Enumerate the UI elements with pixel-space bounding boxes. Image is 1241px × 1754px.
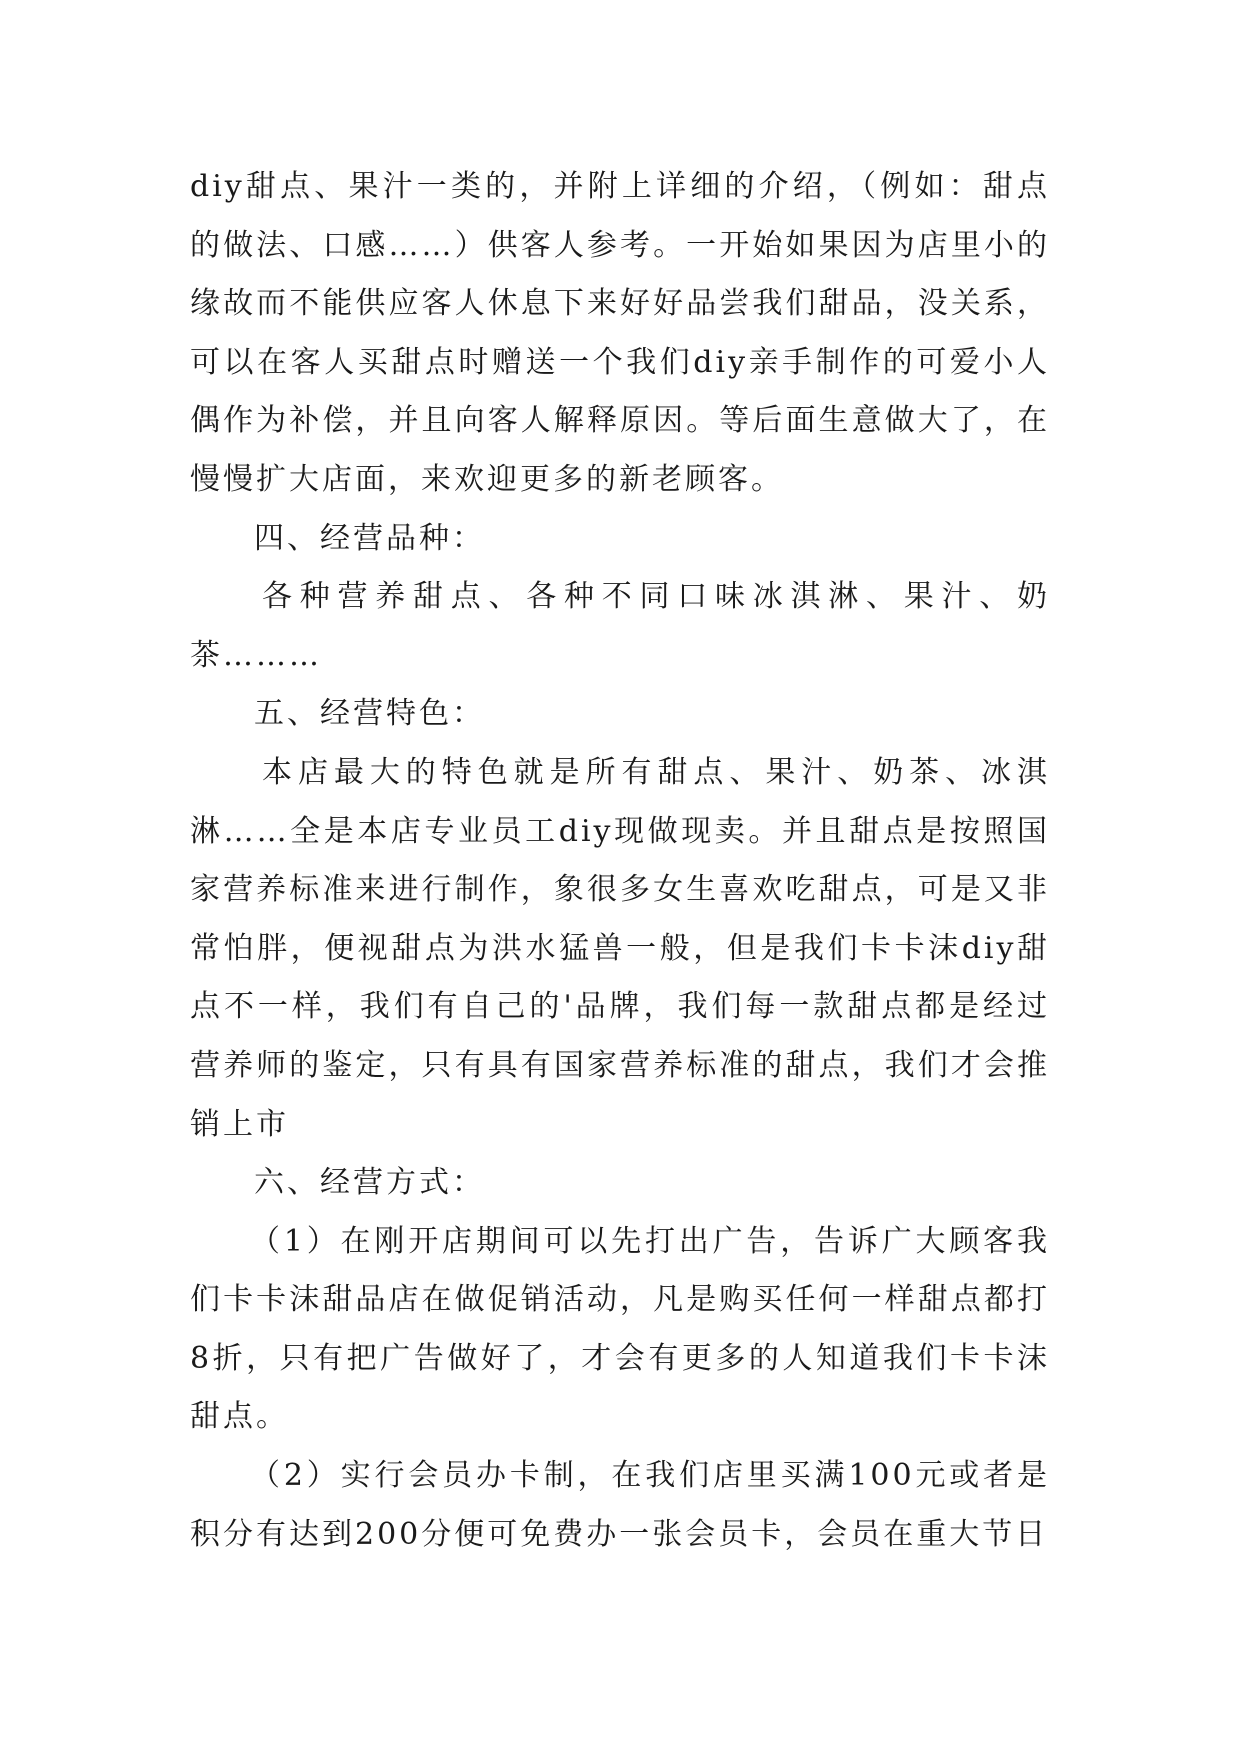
body-paragraph: （2）实行会员办卡制，在我们店里买满100元或者是积分有达到200分便可免费办一张会员卡，会员在重大节日: [190, 1458, 1050, 1552]
body-paragraph: （1）在刚开店期间可以先打出广告，告诉广大顾客我们卡卡沫甜品店在做促销活动，凡是购买任何一样甜点都打8折，只有把广告做好了，才会有更多的人知道我们卡卡沫甜点。: [190, 1223, 1050, 1435]
body-paragraph: diy甜点、果汁一类的，并附上详细的介绍，（例如：甜点的做法、口感……）供客人参考。一开始如果因为店里小的缘故而不能供应客人休息下来好好品尝我们甜品，没关系，可以在客人买甜点时赠送一个我们diy亲手制作的可爱小人偶作为补偿，并且向客人解释原因。等后面生意做大了，在慢慢扩大店面，来欢迎更多的新老顾客。: [190, 169, 1050, 497]
section-heading-varieties: 四、经营品种：: [254, 520, 485, 556]
section-heading-features: 五、经营特色：: [254, 696, 485, 732]
document-body: [190, 158, 1050, 1564]
body-paragraph: 本店最大的特色就是所有甜点、果汁、奶茶、冰淇淋……全是本店专业员工diy现做现卖。并且甜点是按照国家营养标准来进行制作，象很多女生喜欢吃甜点，可是又非常怕胖，便视甜点为洪水猛兽一般，但是我们卡卡沫diy甜点不一样，我们有自己的'品牌，我们每一款甜点都是经过营养师的鉴定，只有具有国家营养标准的甜点，我们才会推销上市: [190, 754, 1050, 1142]
section-heading-methods: 六、经营方式：: [254, 1165, 485, 1201]
body-paragraph: 各种营养甜点、各种不同口味冰淇淋、果汁、奶茶………: [190, 579, 1050, 673]
